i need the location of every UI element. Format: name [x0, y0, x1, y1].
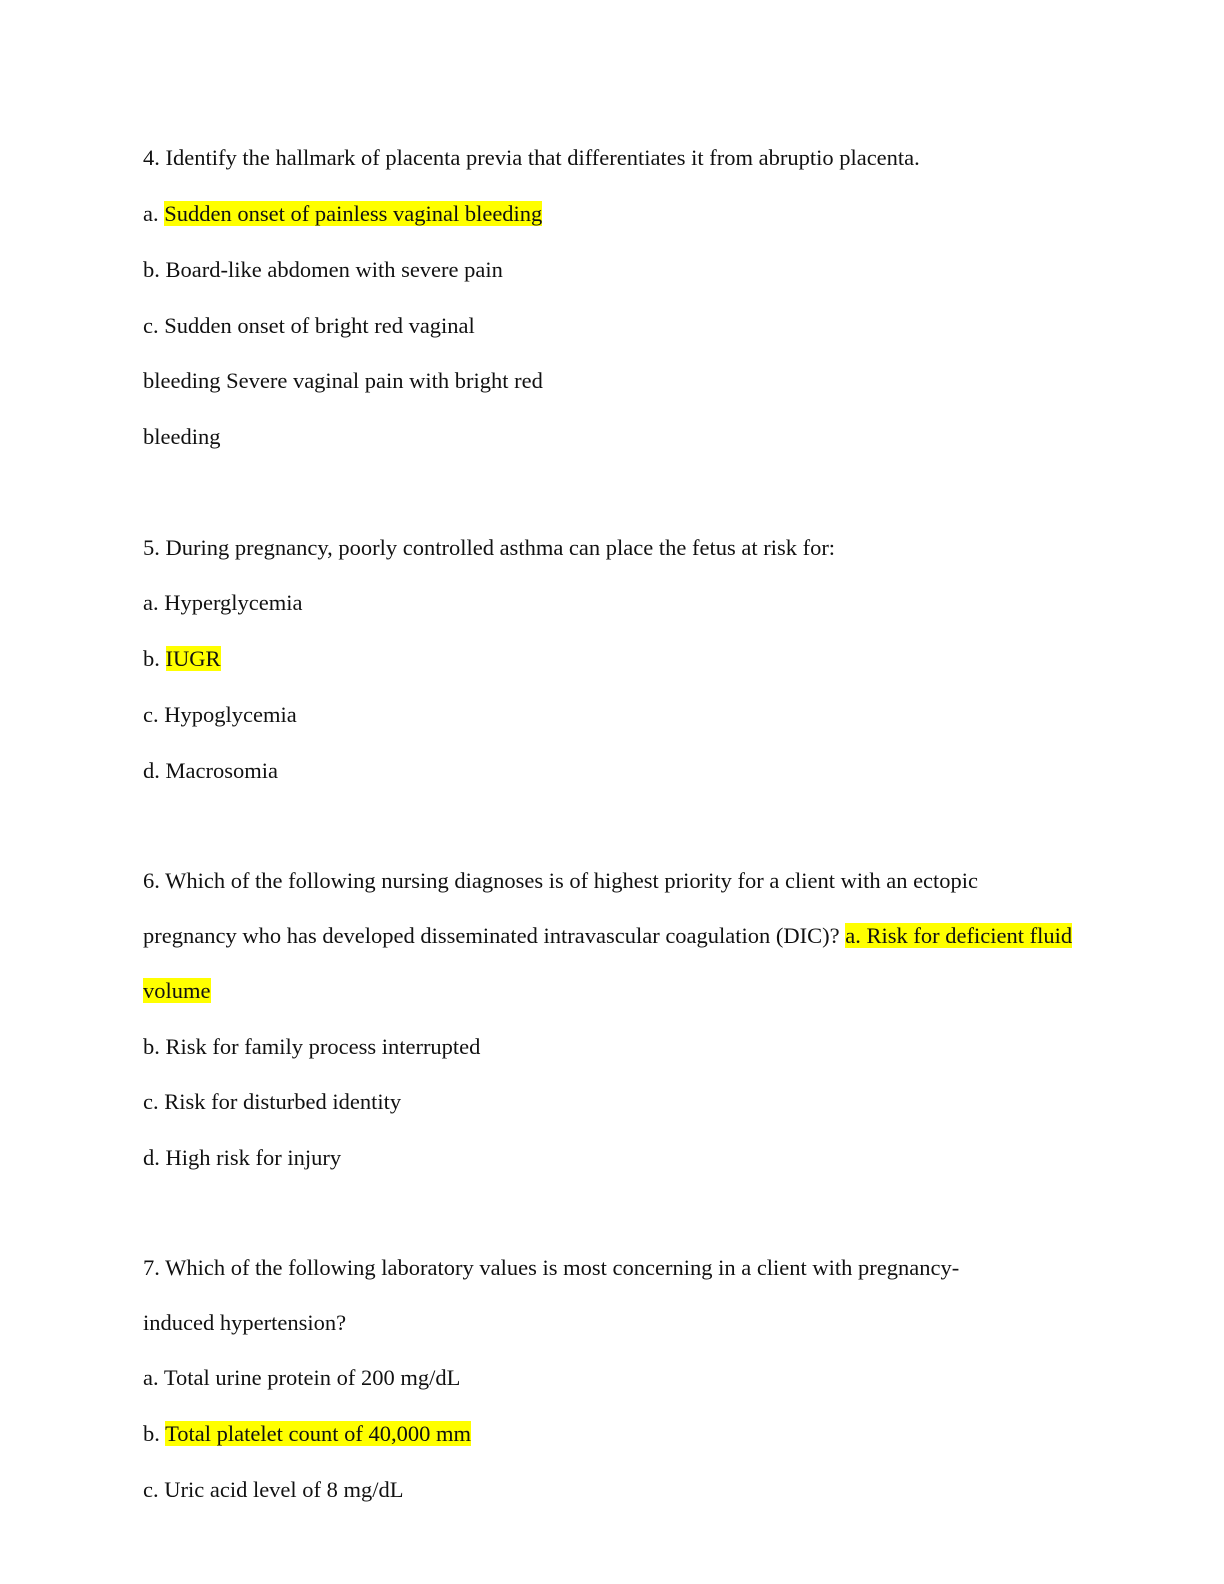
question-4-stem: 4. Identify the hallmark of placenta previa that differentiates it from abruptio placenta.: [143, 145, 920, 170]
question-6-option-d: d. High risk for injury: [143, 1145, 342, 1170]
question-5-stem: 5. During pregnancy, poorly controlled asthma can place the fetus at risk for:: [143, 535, 836, 560]
highlighted-answer-continued: volume: [143, 978, 211, 1003]
option-prefix: b.: [143, 646, 166, 671]
option-prefix: b.: [143, 1421, 166, 1446]
question-6-stem-line1: 6. Which of the following nursing diagnoses is of highest priority for a client with an ectopic: [143, 868, 979, 893]
question-5-option-c: c. Hypoglycemia: [143, 702, 297, 727]
question-4-option-c-line1: c. Sudden onset of bright red vaginal: [143, 313, 475, 338]
question-5-option-b: [143, 645, 221, 673]
question-4-option-c-line3: bleeding: [143, 424, 221, 449]
question-6-option-a-line2: [143, 977, 211, 1005]
highlighted-answer: Sudden onset of painless vaginal bleeding: [164, 201, 543, 226]
question-4-option-a: [143, 200, 542, 228]
question-5-option-a: a. Hyperglycemia: [143, 590, 303, 615]
question-7-stem-line1: 7. Which of the following laboratory values is most concerning in a client with pregnancy-: [143, 1255, 960, 1280]
question-5-option-d: d. Macrosomia: [143, 758, 278, 783]
question-7-option-c: c. Uric acid level of 8 mg/dL: [143, 1477, 404, 1502]
question-6-option-b: b. Risk for family process interrupted: [143, 1034, 481, 1059]
question-7-option-b: [143, 1420, 471, 1448]
question-7-stem-line2: induced hypertension?: [143, 1310, 347, 1335]
question-6-stem-text: pregnancy who has developed disseminated intravascular coagulation (DIC)?: [143, 923, 846, 948]
question-7-option-a: a. Total urine protein of 200 mg/dL: [143, 1365, 461, 1390]
option-prefix: a.: [143, 201, 165, 226]
question-6-option-c: c. Risk for disturbed identity: [143, 1089, 402, 1114]
question-6-stem-line2: [143, 922, 1072, 950]
highlighted-answer: a. Risk for deficient fluid: [845, 923, 1073, 948]
question-4-option-c-line2: bleeding Severe vaginal pain with bright red: [143, 368, 543, 393]
highlighted-answer: IUGR: [165, 646, 221, 671]
question-4-option-b: b. Board-like abdomen with severe pain: [143, 257, 503, 282]
highlighted-answer: Total platelet count of 40,000 mm: [165, 1421, 471, 1446]
